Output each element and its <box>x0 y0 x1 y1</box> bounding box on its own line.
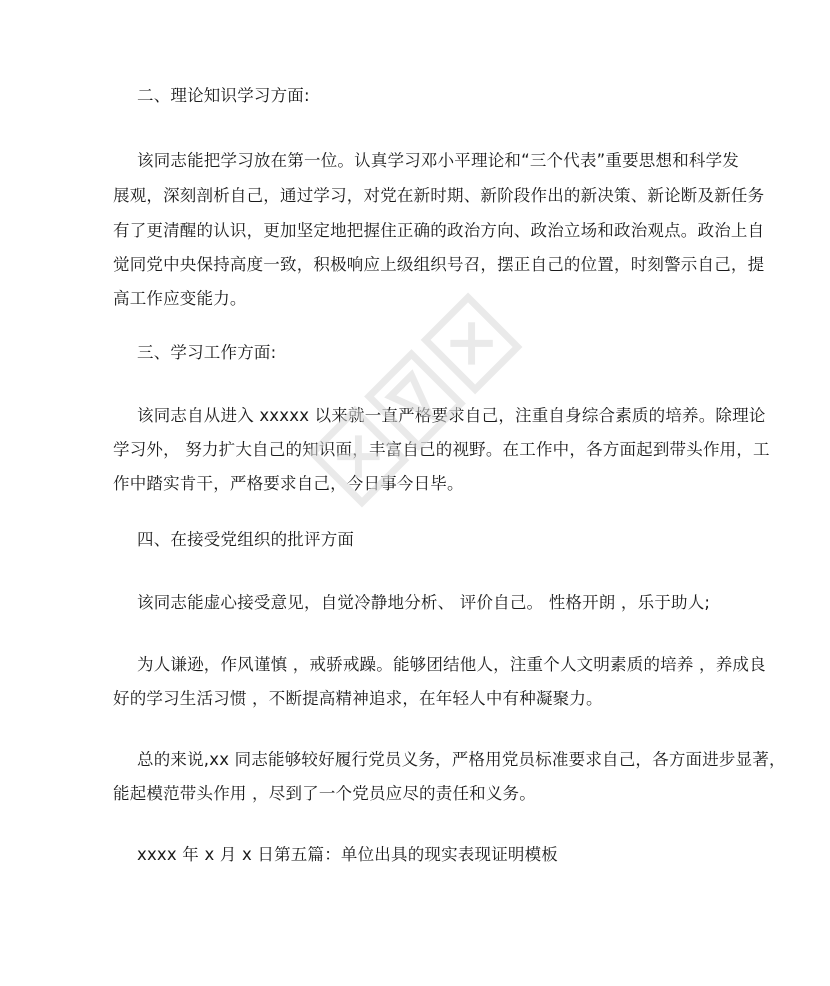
section-heading: 三、学习工作方面: <box>137 343 277 362</box>
paragraph-line: 为人谦逊，作风谨慎 ，戒骄戒躁。能够团结他人，注重个人文明素质的培养 ，养成良 <box>137 655 766 674</box>
paragraph-line: 学习外， 努力扩大自己的知识面，丰富自己的视野。在工作中，各方面起到带头作用，工 <box>113 440 770 459</box>
paragraph-line: 该同志能虚心接受意见，自觉冷静地分析、 评价自己。 性格开朗 ，乐于助人; <box>137 593 711 612</box>
section-heading: 二、理论知识学习方面: <box>137 86 310 105</box>
paragraph-line: 能起模范带头作用 ，尽到了一个党员应尽的责任和义务。 <box>113 784 536 803</box>
paragraph-line: 好的学习生活习惯 ，不断提高精神追求，在年轻人中有种凝聚力。 <box>113 689 603 708</box>
paragraph-line: 觉同党中央保持高度一致，积极响应上级组织号召，摆正自己的位置，时刻警示自己，提 <box>113 255 765 274</box>
paragraph-line: 该同志能把学习放在第一位。认真学习邓小平理论和“三个代表”重要思想和科学发 <box>137 151 739 170</box>
section-heading: 四、在接受党组织的批评方面 <box>137 530 355 549</box>
paragraph-line: 有了更清醒的认识，更加坚定地把握住正确的政治方向、政治立场和政治观点。政治上自 <box>113 221 765 240</box>
footer-line: xxxx 年 x 月 x 日第五篇：单位出具的现实表现证明模板 <box>137 845 559 864</box>
paragraph-line: 作中踏实肯干，严格要求自己，今日事今日毕。 <box>113 474 464 493</box>
paragraph-line: 高工作应变能力。 <box>113 289 247 308</box>
paragraph-line: 展观，深刻剖析自己，通过学习，对党在新时期、新阶段作出的新决策、新论断及新任务 <box>113 186 765 205</box>
paragraph-line: 总的来说,xx 同志能够较好履行党员义务，严格用党员标准要求自己，各方面进步显著， <box>137 750 786 769</box>
watermark-icon <box>265 250 565 550</box>
paragraph-line: 该同志自从进入 xxxxx 以来就一直严格要求自己，注重自身综合素质的培养。除理论 <box>137 406 766 425</box>
